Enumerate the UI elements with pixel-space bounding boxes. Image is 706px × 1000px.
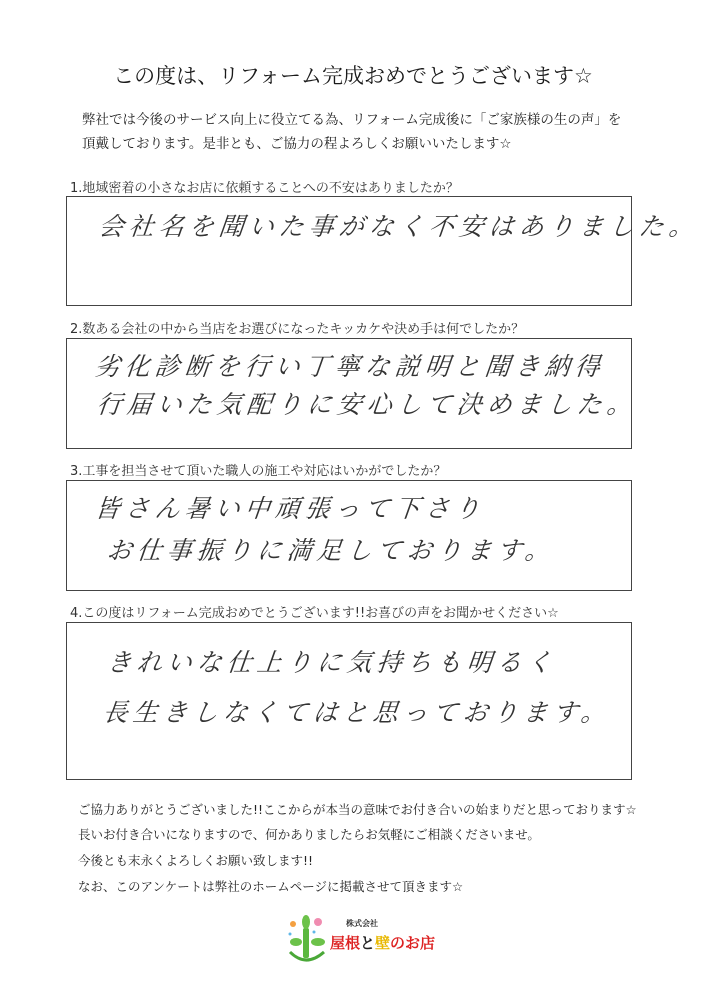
answer-4-line-1: きれいな仕上りに気持ちも明るく — [105, 648, 559, 677]
logo-name-part: 屋根 — [330, 934, 361, 952]
question-2-label: 2.数ある会社の中から当店をお選びになったキッカケや決め手は何でしたか？ — [70, 322, 525, 337]
logo-name-part: 壁 — [375, 934, 391, 952]
question-1-label: 1.地域密着の小さなお店に依頼することへの不安はありましたか？ — [70, 181, 459, 196]
logo-name-part: のお店 — [390, 934, 436, 952]
answer-3-line-1: 皆さん暑い中頑張って下さり — [93, 494, 487, 523]
answer-2-line-2: 行届いた気配りに安心して決めました。 — [95, 390, 639, 419]
answer-box-2 — [66, 338, 639, 449]
question-3-label: 3.工事を担当させて頂いた職人の施工や対応はいかがでしたか？ — [70, 464, 447, 479]
answer-3-line-2: お仕事振りに満足しております。 — [105, 536, 557, 565]
intro-line-2: 頂戴しております。是非とも、ご協力の程よろしくお願いいたします☆ — [82, 136, 512, 152]
answer-1-line-1: 会社名を聞いた事がなく不安はありました。 — [97, 212, 701, 241]
page-title: この度は、リフォーム完成おめでとうございます☆ — [113, 64, 593, 88]
answer-box-3 — [66, 480, 632, 591]
logo-company-type: 株式会社 — [346, 919, 378, 928]
closing-line-3: 今後とも末永くよろしくお願い致します!! — [78, 853, 314, 868]
closing-line-2: 長いお付き合いになりますので、何かありましたらお気軽にご相談くださいませ。 — [78, 827, 540, 842]
question-4-label: 4.この度はリフォーム完成おめでとうございます!!お喜びの声をお聞かせください☆ — [70, 606, 559, 621]
logo-name-part: と — [360, 934, 376, 952]
answer-4-line-2: 長生きしなくてはと思っております。 — [101, 698, 613, 727]
closing-line-1: ご協力ありがとうございました!!ここからが本当の意味でお付き合いの始まりだと思っております☆ — [78, 802, 637, 817]
logo-company-name — [330, 932, 435, 953]
answer-box-1 — [66, 196, 701, 306]
intro-line-1: 弊社では今後のサービス向上に役立てる為、リフォーム完成後に「ご家族様の生の声」を — [82, 112, 622, 128]
closing-line-4: なお、このアンケートは弊社のホームページに掲載させて頂きます☆ — [78, 879, 464, 894]
plant-icon — [284, 912, 330, 968]
answer-2-line-1: 劣化診断を行い丁寧な説明と聞き納得 — [93, 352, 607, 381]
answer-box-4 — [66, 622, 632, 780]
